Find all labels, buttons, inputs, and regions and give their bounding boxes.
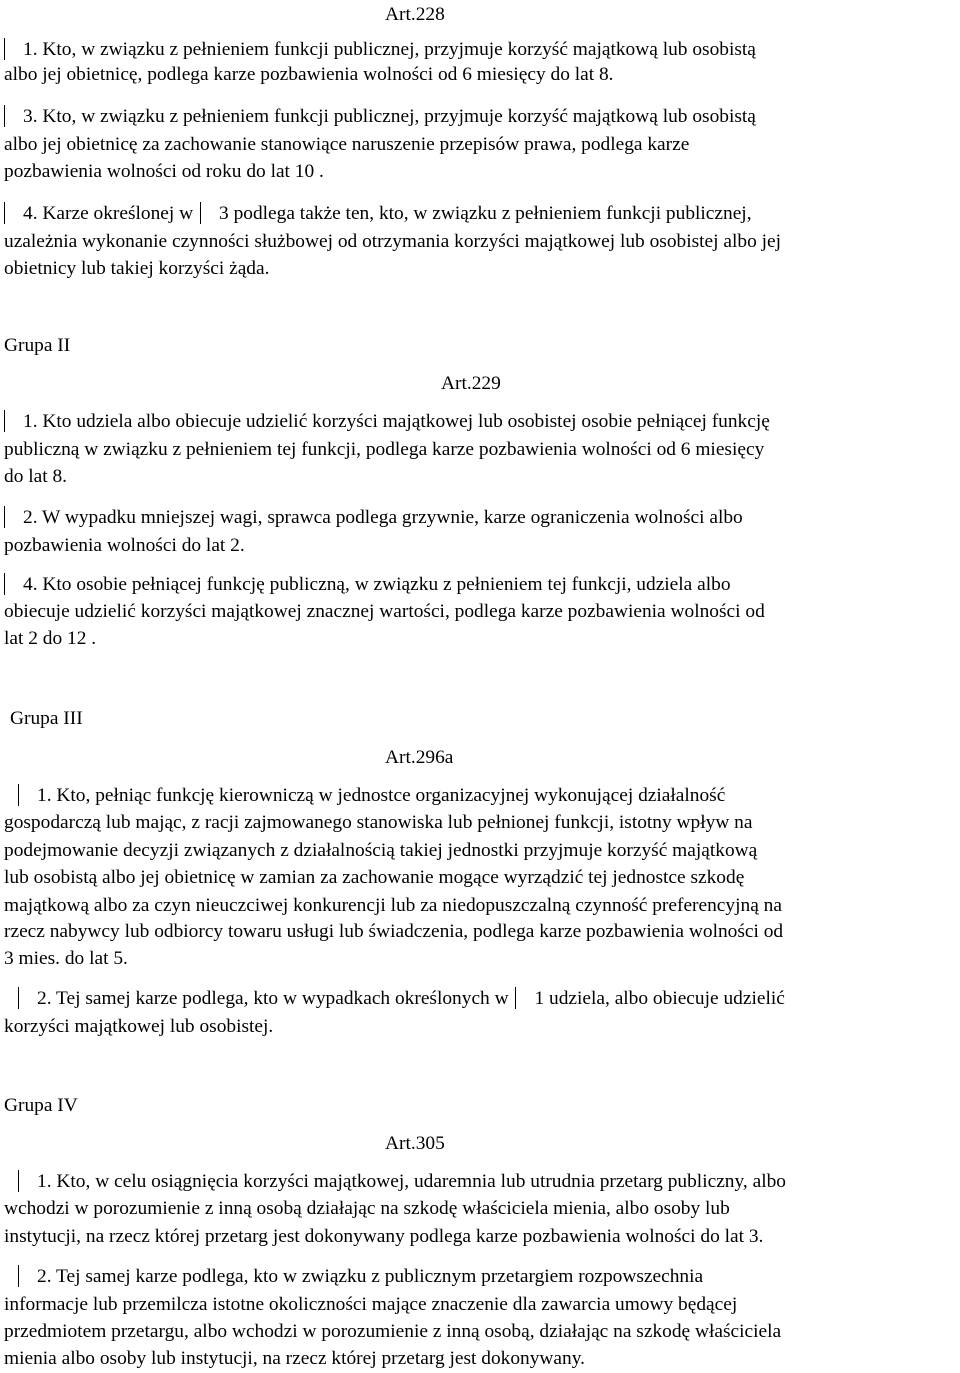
paragraph-number: 1.: [23, 411, 38, 432]
paragraph-line: przedmiotem przetargu, albo wchodzi w porozumienie z inną osobą, działając na szkodę właściciela: [4, 1321, 782, 1342]
paragraph-line: 2. W wypadku mniejszej wagi, sprawca podlega grzywnie, karze ograniczenia wolności albo: [4, 505, 743, 531]
paragraph-line: 2. Tej samej karze podlega, kto w wypadkach określonych w 1 udziela, albo obiecuje udzielić: [18, 986, 785, 1012]
paragraph-line: mienia albo osoby lub instytucji, na rzecz której przetarg jest dokonywany.: [4, 1348, 586, 1369]
paragraph-line: 1. Kto, w związku z pełnieniem funkcji publicznej, przyjmuje korzyść majątkową lub osobistą: [4, 37, 756, 63]
paragraph-number: 1.: [37, 1171, 52, 1192]
paragraph-line: publiczną w związku z pełnieniem tej funkcji, podlega karze pozbawienia wolności od 6 miesięcy: [4, 439, 765, 460]
paragraph-line: rzecz nabywcy lub odbiorcy towaru usługi lub świadczenia, podlega karze pozbawienia wolności od: [4, 921, 784, 942]
article-title: Art.228: [385, 4, 445, 25]
paragraph-line: obietnicy lub takiej korzyści żąda.: [4, 258, 270, 279]
group-heading: Grupa IV: [4, 1095, 78, 1116]
paragraph-line: uzależnia wykonanie czynności służbowej od otrzymania korzyści majątkowej lub osobistej albo jej: [4, 231, 782, 252]
paragraph-line: 4. Karze określonej w 3 podlega także ten, kto, w związku z pełnieniem funkcji publicznej,: [4, 201, 752, 227]
paragraph-line: majątkową albo za czyn nieuczciwej konkurencji lub za niedopuszczalną czynność preferencyjną na: [4, 895, 782, 916]
paragraph-line: 1. Kto, w celu osiągnięcia korzyści majątkowej, udaremnia lub utrudnia przetarg publiczny, albo: [18, 1169, 786, 1195]
paragraph-line: albo jej obietnicę za zachowanie stanowiące naruszenie przepisów prawa, podlega karze: [4, 134, 690, 155]
article-title: Art.229: [441, 373, 501, 394]
paragraph-number: 3.: [23, 106, 38, 127]
section-mark: [4, 506, 15, 528]
article-title: Art.296a: [385, 747, 454, 768]
paragraph-number: 4.: [23, 203, 38, 224]
paragraph-line: informacje lub przemilcza istotne okoliczności mające znaczenie dla zawarcia umowy będącej: [4, 1294, 738, 1315]
paragraph-line: lub osobistą albo jej obietnicę w zamian za zachowanie mogące wyrządzić tej jednostce szkodę: [4, 867, 745, 888]
paragraph-number: 1.: [37, 785, 52, 806]
paragraph-line: albo jej obietnicę, podlega karze pozbawienia wolności od 6 miesięcy do lat 8.: [4, 64, 614, 85]
paragraph-line: podejmowanie decyzji związanych z działalnością takiej jednostki przyjmuje korzyść majątkową: [4, 840, 758, 861]
paragraph-line: wchodzi w porozumienie z inną osobą działając na szkodę właściciela mienia, albo osoby lub: [4, 1198, 730, 1219]
paragraph-number: 2.: [37, 1266, 52, 1287]
section-mark: [18, 784, 29, 806]
paragraph-line: lat 2 do 12 .: [4, 628, 97, 649]
paragraph-number: 2.: [37, 988, 52, 1009]
paragraph-line: korzyści majątkowej lub osobistej.: [4, 1016, 274, 1037]
paragraph-line: pozbawienia wolności od roku do lat 10 .: [4, 161, 324, 182]
paragraph-line: gospodarczą lub mając, z racji zajmowanego stanowiska lub pełnionej funkcji, istotny wpływ na: [4, 812, 753, 833]
paragraph-line: 1. Kto, pełniąc funkcję kierowniczą w jednostce organizacyjnej wykonującej działalność: [18, 783, 725, 809]
paragraph-line: 3. Kto, w związku z pełnieniem funkcji publicznej, przyjmuje korzyść majątkową lub osobistą: [4, 104, 756, 130]
paragraph-line: obiecuje udzielić korzyści majątkowej znacznej wartości, podlega karze pozbawienia wolności od: [4, 601, 765, 622]
article-title: Art.305: [385, 1133, 445, 1154]
paragraph-number: 1.: [23, 39, 38, 60]
section-mark: [4, 410, 15, 432]
section-mark: [4, 202, 15, 224]
group-heading: Grupa II: [4, 335, 71, 356]
section-mark: [18, 1265, 29, 1287]
paragraph-line: 1. Kto udziela albo obiecuje udzielić korzyści majątkowej lub osobistej osobie pełniącej funkcję: [4, 409, 770, 435]
paragraph-line: 4. Kto osobie pełniącej funkcję publiczną, w związku z pełnieniem tej funkcji, udziela albo: [4, 572, 731, 598]
paragraph-number: 4.: [23, 574, 38, 595]
section-mark: [4, 573, 15, 595]
paragraph-line: 3 mies. do lat 5.: [4, 948, 128, 969]
group-heading: Grupa III: [10, 708, 83, 729]
paragraph-number: 2.: [23, 507, 38, 528]
section-mark: [18, 987, 29, 1009]
section-mark: [200, 202, 211, 224]
section-mark: [515, 987, 526, 1009]
paragraph-line: instytucji, na rzecz której przetarg jest dokonywany podlega karze pozbawienia wolności do lat 3.: [4, 1226, 764, 1247]
section-mark: [18, 1170, 29, 1192]
paragraph-line: 2. Tej samej karze podlega, kto w związku z publicznym przetargiem rozpowszechnia: [18, 1264, 703, 1290]
paragraph-line: do lat 8.: [4, 466, 68, 487]
section-mark: [4, 105, 15, 127]
paragraph-line: pozbawienia wolności do lat 2.: [4, 535, 245, 556]
section-mark: [4, 38, 15, 60]
